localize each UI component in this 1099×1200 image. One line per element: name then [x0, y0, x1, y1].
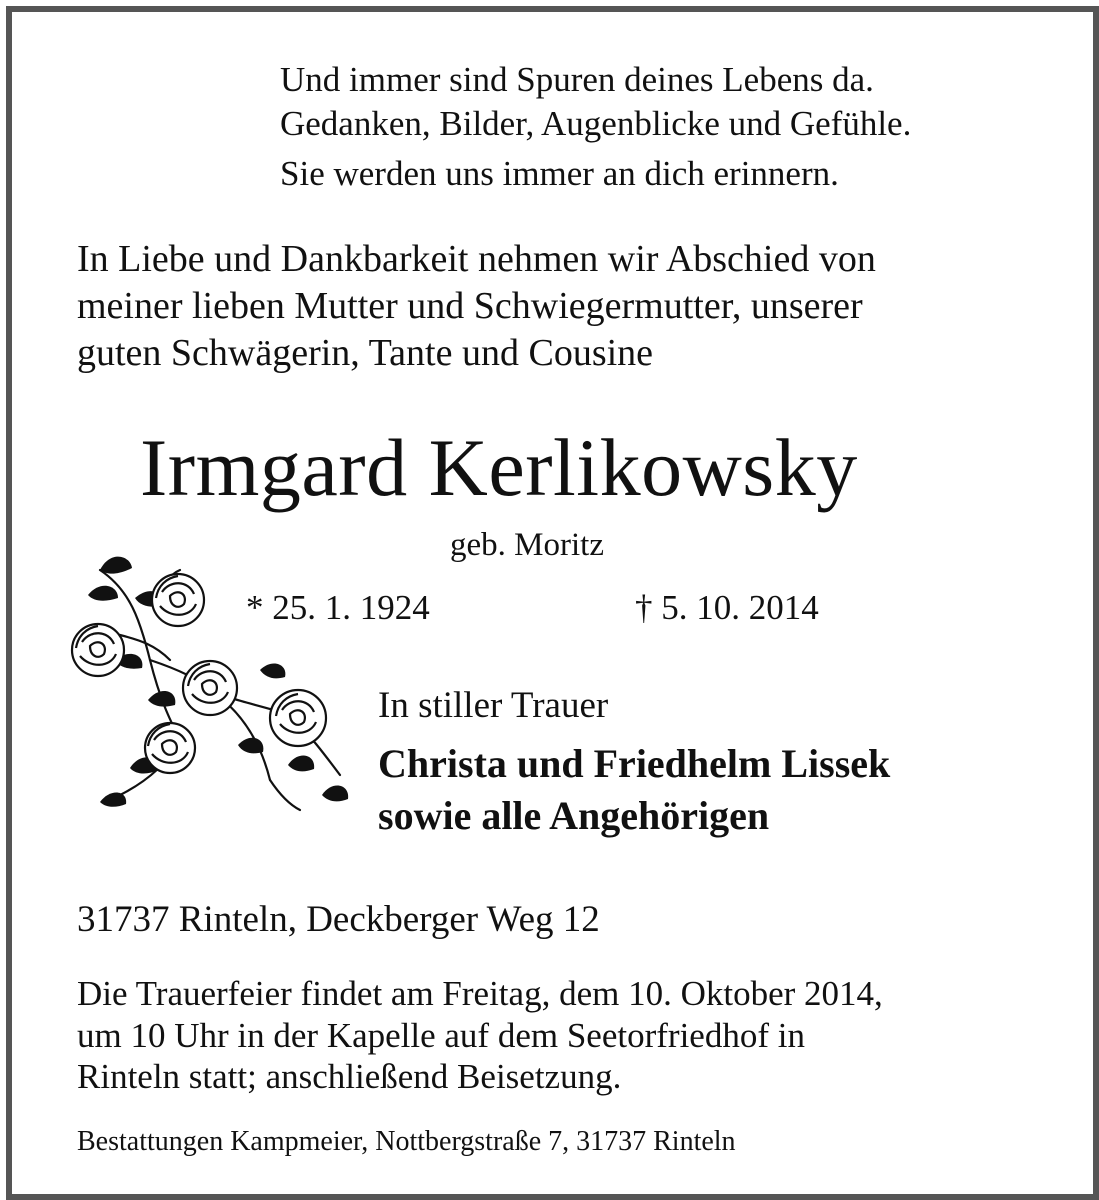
intro-line-2: meiner lieben Mutter und Schwiegermutter, unserer	[77, 285, 863, 327]
motto-line-2: Gedanken, Bilder, Augenblicke und Gefühle.	[280, 104, 912, 143]
motto-line-1: Und immer sind Spuren deines Lebens da.	[280, 60, 874, 99]
death-date: † 5. 10. 2014	[635, 588, 819, 627]
intro-line-3: guten Schwägerin, Tante und Cousine	[77, 332, 654, 374]
mourning-label: In stiller Trauer	[378, 685, 609, 726]
birth-date: * 25. 1. 1924	[246, 588, 430, 627]
undertaker-info: Bestattungen Kampmeier, Nottbergstraße 7, 31737 Rinteln	[77, 1126, 736, 1157]
rose-branch-icon	[60, 540, 360, 820]
service-line-1: Die Trauerfeier findet am Freitag, dem 10. Oktober 2014,	[77, 974, 883, 1013]
mourner-names-line-2: sowie alle Angehörigen	[378, 793, 770, 838]
motto-line-3: Sie werden uns immer an dich erinnern.	[280, 154, 839, 193]
service-line-2: um 10 Uhr in der Kapelle auf dem Seetorfriedhof in	[77, 1016, 805, 1055]
service-line-3: Rinteln statt; anschließend Beisetzung.	[77, 1057, 622, 1096]
deceased-name: Irmgard Kerlikowsky	[140, 422, 858, 513]
birth-name: geb. Moritz	[450, 527, 604, 563]
mourner-names-line-1: Christa und Friedhelm Lissek	[378, 741, 891, 786]
intro-line-1: In Liebe und Dankbarkeit nehmen wir Abschied von	[77, 238, 876, 280]
family-address: 31737 Rinteln, Deckberger Weg 12	[77, 899, 600, 940]
